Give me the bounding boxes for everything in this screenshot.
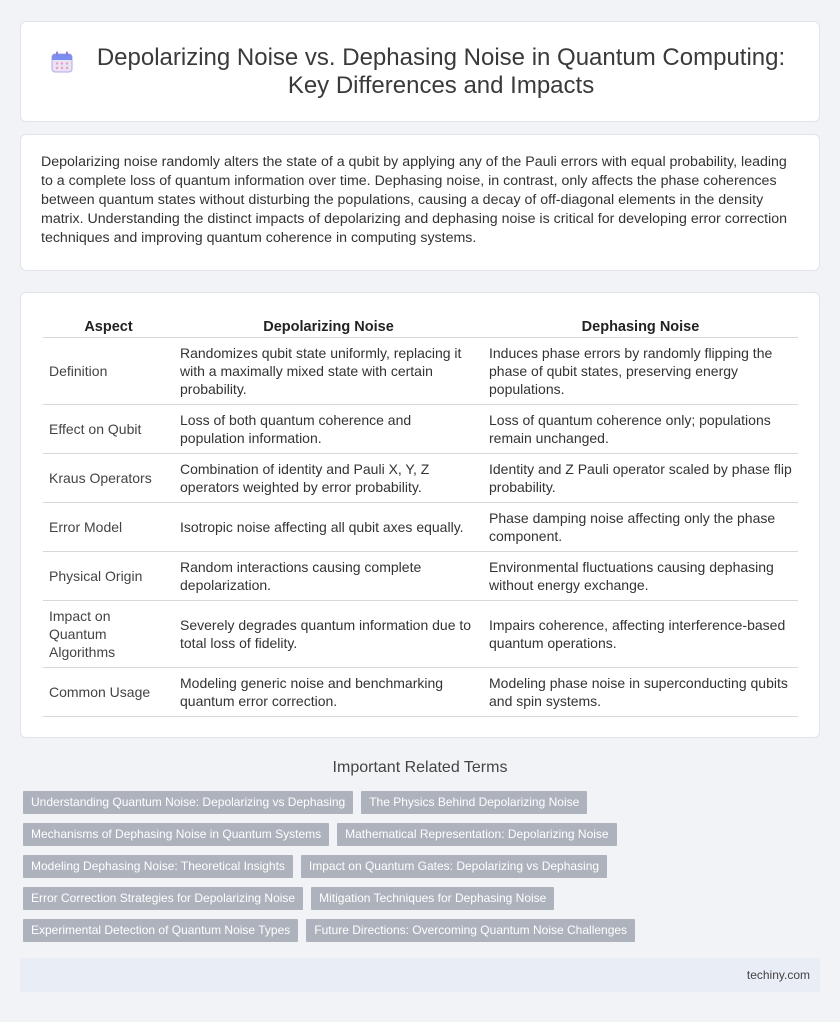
column-header-depolarizing: Depolarizing Noise: [174, 315, 483, 337]
row-dephasing: Modeling phase noise in superconducting qubits and spin systems.: [483, 667, 798, 716]
related-term-tag[interactable]: Future Directions: Overcoming Quantum Noise Challenges: [306, 919, 635, 942]
related-term-tag[interactable]: Mitigation Techniques for Dephasing Noise: [311, 887, 554, 910]
related-term-tag[interactable]: The Physics Behind Depolarizing Noise: [361, 791, 587, 814]
table-row: [43, 337, 798, 404]
footer-brand[interactable]: techiny.com: [746, 968, 810, 982]
row-aspect: Physical Origin: [43, 551, 174, 600]
row-aspect: Effect on Qubit: [43, 404, 174, 453]
intro-paragraph: Depolarizing noise randomly alters the state of a qubit by applying any of the Pauli errors with equal probability, leading to a complete loss of quantum information over time. Dephasing noise, in contrast, only affects the phase coherences between quantum states without disturbing the populations, causing a decay of off-diagonal elements in the density matrix. Understanding the distinct impacts of depolarizing and dephasing noise is critical for developing error correction techniques and improving quantum coherence in computing systems.: [41, 154, 788, 246]
tag-row: [23, 887, 823, 910]
tag-row: [23, 791, 823, 814]
row-aspect: Definition: [43, 337, 174, 404]
related-terms-list: [23, 791, 823, 951]
row-depolarizing: Severely degrades quantum information due to total loss of fidelity.: [174, 600, 483, 667]
row-depolarizing: Randomizes qubit state uniformly, replacing it with a maximally mixed state with certain probability.: [174, 337, 483, 404]
related-term-tag[interactable]: Understanding Quantum Noise: Depolarizing vs Dephasing: [23, 791, 353, 814]
footer: [20, 958, 820, 992]
row-dephasing: Identity and Z Pauli operator scaled by phase flip probability.: [483, 453, 798, 502]
row-dephasing: Impairs coherence, affecting interference-based quantum operations.: [483, 600, 798, 667]
table-row: [43, 404, 798, 453]
related-term-tag[interactable]: Impact on Quantum Gates: Depolarizing vs Dephasing: [301, 855, 607, 878]
row-dephasing: Induces phase errors by randomly flipping the phase of qubit states, preserving energy populations.: [483, 337, 798, 404]
row-aspect: Error Model: [43, 502, 174, 551]
tag-row: [23, 823, 823, 846]
table-row: [43, 551, 798, 600]
related-terms-title: Important Related Terms: [332, 759, 508, 776]
table-row: [43, 600, 798, 667]
related-term-tag[interactable]: Mathematical Representation: Depolarizing Noise: [337, 823, 616, 846]
row-depolarizing: Loss of both quantum coherence and population information.: [174, 404, 483, 453]
related-term-tag[interactable]: Mechanisms of Dephasing Noise in Quantum Systems: [23, 823, 329, 846]
comparison-card: [20, 292, 820, 738]
row-dephasing: Loss of quantum coherence only; populations remain unchanged.: [483, 404, 798, 453]
table-header-row: [43, 315, 798, 337]
column-header-dephasing: Dephasing Noise: [483, 315, 798, 337]
table-row: [43, 502, 798, 551]
column-header-aspect: Aspect: [43, 315, 174, 337]
page-title: Depolarizing Noise vs. Dephasing Noise in Quantum Computing: Key Differences and Impacts: [96, 43, 786, 99]
related-term-tag[interactable]: Modeling Dephasing Noise: Theoretical Insights: [23, 855, 293, 878]
intro-card: [20, 134, 820, 271]
row-depolarizing: Combination of identity and Pauli X, Y, Z operators weighted by error probability.: [174, 453, 483, 502]
row-aspect: Impact on Quantum Algorithms: [43, 600, 174, 667]
table-row: [43, 453, 798, 502]
tag-row: [23, 919, 823, 942]
tag-row: [23, 855, 823, 878]
row-depolarizing: Random interactions causing complete depolarization.: [174, 551, 483, 600]
related-term-tag[interactable]: Experimental Detection of Quantum Noise Types: [23, 919, 298, 942]
calendar-icon: [51, 51, 73, 73]
table-row: [43, 667, 798, 716]
row-dephasing: Phase damping noise affecting only the phase component.: [483, 502, 798, 551]
row-aspect: Kraus Operators: [43, 453, 174, 502]
row-depolarizing: Isotropic noise affecting all qubit axes equally.: [174, 502, 483, 551]
row-dephasing: Environmental fluctuations causing dephasing without energy exchange.: [483, 551, 798, 600]
row-aspect: Common Usage: [43, 667, 174, 716]
comparison-table: [43, 315, 798, 717]
related-term-tag[interactable]: Error Correction Strategies for Depolarizing Noise: [23, 887, 303, 910]
row-depolarizing: Modeling generic noise and benchmarking quantum error correction.: [174, 667, 483, 716]
header-card: [20, 21, 820, 122]
